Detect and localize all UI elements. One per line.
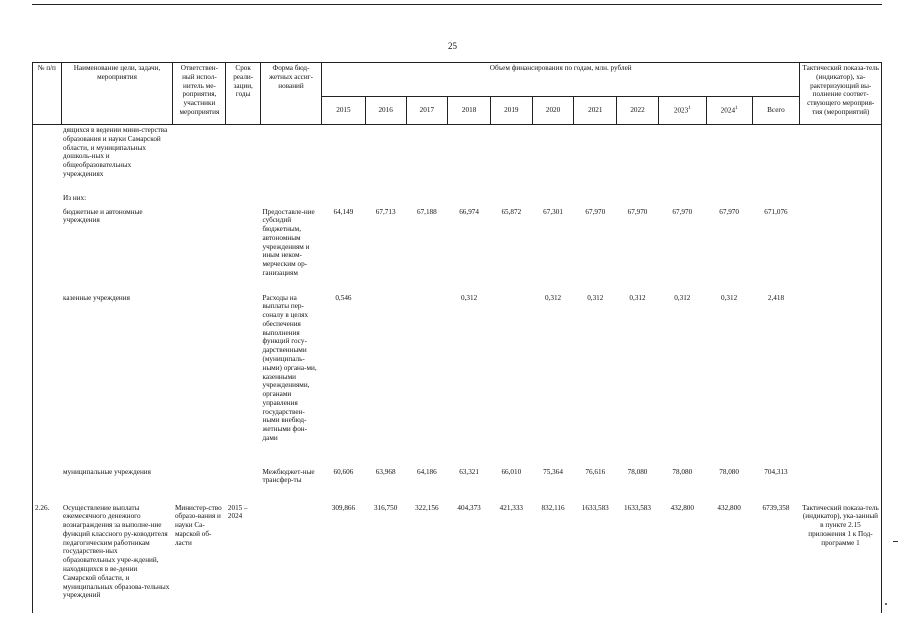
row-year-value	[706, 193, 752, 207]
row-year-value: 316,750	[373, 503, 398, 512]
row-year-value: 66,974	[459, 207, 479, 216]
row-term	[226, 125, 261, 193]
row-year-value	[532, 125, 574, 193]
header-total: Всего	[752, 97, 800, 125]
row-year-value: 432,800	[717, 503, 741, 512]
year-2016: 2016	[365, 97, 406, 125]
row-term	[226, 193, 261, 207]
speck-mark	[885, 603, 887, 605]
table-row	[33, 193, 882, 207]
row-year-value: 322,156	[415, 503, 439, 512]
table-row	[33, 503, 882, 613]
row-year-value	[365, 125, 406, 193]
row-year-value	[322, 125, 366, 193]
row-year-value: 76,616	[585, 467, 606, 476]
row-year-value: 78,080	[627, 467, 648, 476]
row-name: дящихся в ведении мини-стерства образования и науки Самарской области, и муниципальных дошколь-ных и общеобразовательных учреждениях	[63, 126, 168, 178]
row-year-value	[617, 193, 659, 207]
row-number	[33, 467, 62, 503]
row-year-value: 60,606	[333, 467, 354, 476]
row-year-value: 404,373	[457, 503, 481, 512]
year-2021: 2021	[574, 97, 617, 125]
row-budget-form: Межбюджет-ные трансфер-ты	[262, 467, 315, 485]
row-term	[226, 293, 261, 467]
row-budget-form	[260, 503, 321, 613]
row-year-value: 64,149	[333, 207, 354, 216]
row-year-value: 0,312	[721, 293, 738, 302]
row-budget-form	[260, 193, 321, 207]
table-row	[33, 125, 882, 193]
row-year-value: 67,970	[672, 207, 693, 216]
row-year-value: 63,968	[375, 467, 396, 476]
row-year-value: 421,333	[499, 503, 523, 512]
row-budget-form: Расходы на выплаты пер-соналу в целях обеспечения выполнения функций госу-дарственными (муниципаль-ными) органа-ми, казенными учреждениями, органами управления государствен-ными внебюд-жетными фон-дами	[262, 293, 317, 442]
year-2015: 2015	[322, 97, 366, 125]
row-indicator	[800, 293, 882, 467]
row-responsible: Министер-ство образо-вания и науки Са-марской об-ласти	[174, 503, 222, 547]
row-name: Из них:	[63, 193, 87, 202]
row-year-value	[490, 193, 532, 207]
row-year-value: 67,713	[375, 207, 396, 216]
row-year-value: 67,970	[719, 207, 739, 216]
row-year-value	[658, 193, 706, 207]
table-row	[33, 207, 882, 293]
row-year-value	[706, 125, 752, 193]
row-year-value: 309,866	[331, 503, 356, 512]
header-num: № п/п	[33, 63, 62, 125]
row-year-value	[574, 193, 617, 207]
row-year-value	[658, 125, 706, 193]
row-year-value: 0,546	[335, 293, 352, 302]
row-year-value: 432,800	[670, 503, 694, 512]
year-2019: 2019	[490, 97, 532, 125]
header-form: Форма бюд-жетных ассиг-нований	[260, 63, 321, 125]
row-responsible	[173, 207, 226, 293]
row-total-value: 2,418	[767, 293, 785, 302]
row-name: Осуществление выплаты ежемесячного денежного вознаграждения за выполне-ние функций классного ру-ководителя педагогическим работникам государствен-ных образовательных учре-ждений, находящихся в ве-дении Самарской области, и муниципальных образова-тельных учреждений	[63, 503, 170, 600]
row-number	[33, 193, 62, 207]
year-2022: 2022	[617, 97, 659, 125]
row-name: бюджетные и автономные учреждения	[63, 207, 143, 225]
header-indicator: Тактический показа-тель (индикатор), ха-рактеризующий вы-полнение соответ-ствующего мероприя-тия (мероприятий)	[800, 63, 882, 125]
page-number: 25	[448, 41, 457, 51]
header-responsible: Ответствен-ный испол-нитель ме-роприятия, участники мероприятия	[173, 63, 226, 125]
row-name: муниципальные учреждения	[63, 467, 151, 476]
row-year-value: 0,312	[461, 293, 478, 302]
row-year-value	[365, 293, 406, 467]
row-year-value	[448, 193, 491, 207]
row-year-value: 75,364	[543, 467, 563, 476]
row-year-value	[617, 125, 659, 193]
row-year-value: 78,080	[672, 467, 693, 476]
row-indicator	[800, 207, 882, 293]
year-2023: 2023$^1$	[658, 97, 706, 125]
row-budget-form	[260, 125, 321, 193]
row-number	[33, 207, 62, 293]
row-year-value: 0,312	[629, 293, 646, 302]
row-year-value	[448, 125, 491, 193]
row-year-value: 78,080	[719, 467, 739, 476]
row-year-value: 64,186	[416, 467, 437, 476]
header-name: Наименование цели, задачи, мероприятия	[61, 63, 173, 125]
row-year-value: 67,970	[585, 207, 606, 216]
row-year-value: 1633,583	[581, 503, 609, 512]
year-2024: 2024$^1$	[706, 97, 752, 125]
table-row	[33, 467, 882, 503]
row-total-value: 704,313	[764, 467, 788, 476]
row-term: 2015 – 2024	[227, 503, 248, 521]
year-2018: 2018	[448, 97, 491, 125]
row-budget-form: Предоставле-ние субсидий бюджетным, автономным учреждениям и иным неком-мерческим ор-ганизациям	[262, 207, 315, 277]
row-year-value	[490, 293, 532, 467]
row-year-value	[406, 293, 448, 467]
row-year-value	[406, 125, 448, 193]
row-year-value	[574, 125, 617, 193]
row-term	[226, 467, 261, 503]
row-year-value: 0,312	[674, 293, 691, 302]
row-year-value: 0,312	[544, 293, 562, 302]
header-funding: Объем финансирования по годам, млн. рублей	[322, 63, 800, 97]
row-year-value: 1633,583	[624, 503, 651, 512]
row-year-value: 67,188	[416, 207, 437, 216]
row-total-value: 671,076	[764, 207, 788, 216]
row-total-value	[752, 193, 800, 207]
row-year-value: 832,116	[541, 503, 565, 512]
row-number	[33, 293, 62, 467]
row-year-value: 65,872	[501, 207, 522, 216]
row-responsible	[173, 193, 226, 207]
row-year-value	[322, 193, 366, 207]
row-year-value	[406, 193, 448, 207]
row-year-value	[532, 193, 574, 207]
row-year-value: 67,970	[627, 207, 648, 216]
row-responsible	[173, 467, 226, 503]
row-year-value: 0,312	[587, 293, 604, 302]
row-indicator	[800, 125, 882, 193]
row-term	[226, 207, 261, 293]
table-header	[33, 63, 882, 125]
header-term: Срок реали-зации, годы	[226, 63, 261, 125]
row-responsible	[173, 293, 226, 467]
row-indicator	[800, 193, 882, 207]
row-year-value: 63,321	[459, 467, 479, 476]
row-indicator	[800, 467, 882, 503]
top-rule	[32, 4, 882, 5]
row-year-value	[490, 125, 532, 193]
row-total-value: 6739,358	[762, 503, 790, 512]
row-responsible	[173, 125, 226, 193]
year-2020: 2020	[532, 97, 574, 125]
funding-table	[32, 62, 882, 613]
table-row	[33, 293, 882, 467]
row-number	[33, 125, 62, 193]
row-number: 2.26.	[33, 503, 62, 613]
row-name: казенные учреждения	[63, 293, 130, 302]
dash-mark	[893, 541, 898, 542]
table-body	[33, 125, 882, 613]
row-year-value	[365, 193, 406, 207]
row-total-value	[752, 125, 800, 193]
year-2017: 2017	[406, 97, 448, 125]
row-year-value: 67,301	[543, 207, 563, 216]
row-year-value: 66,010	[501, 467, 522, 476]
row-indicator: Тактический показа-тель (индикатор), ука-занный в пункте 2.15 приложения 1 к Под-программе 1	[800, 503, 882, 613]
